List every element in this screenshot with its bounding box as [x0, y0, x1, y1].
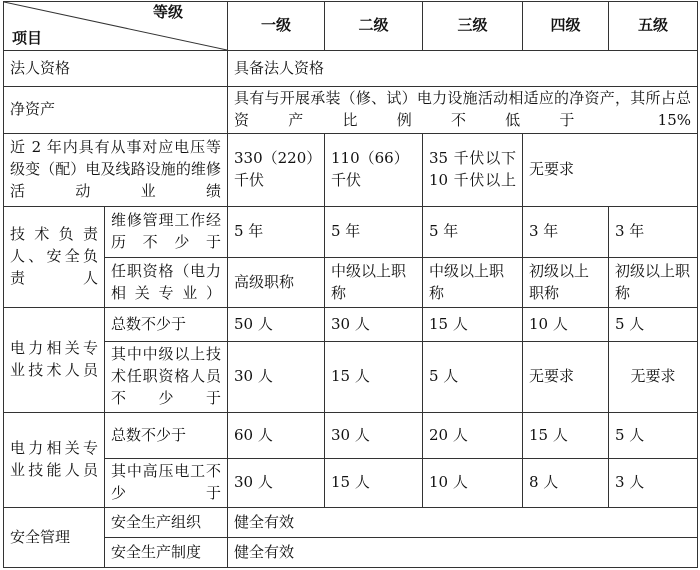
performance-grade-4-5: 无要求	[523, 134, 698, 207]
tech-total-row	[4, 308, 698, 342]
tech-staff-label: 电力相关专业技术人员	[4, 308, 105, 413]
performance-grade-2: 110（66）千伏	[325, 134, 423, 207]
tech-senior-grade-2: 15 人	[325, 342, 423, 413]
skill-staff-label: 电力相关专业技能人员	[4, 413, 105, 508]
skill-hv-grade-5: 3 人	[609, 459, 698, 508]
legal-label: 法人资格	[4, 51, 228, 87]
safety-label: 安全管理	[4, 508, 105, 568]
grade-5-header: 五级	[609, 2, 698, 51]
tech-senior-grade-1: 30 人	[228, 342, 325, 413]
experience-label: 维修管理工作经历不少于	[105, 207, 228, 258]
responsible-label: 技术负责人、安全负责人	[4, 207, 105, 308]
grade-3-header: 三级	[423, 2, 523, 51]
qualification-grade-1: 高级职称	[228, 258, 325, 308]
corner-header-cell	[4, 2, 228, 51]
tech-total-grade-2: 30 人	[325, 308, 423, 342]
qualification-grade-5: 初级以上职称	[609, 258, 698, 308]
tech-total-grade-4: 10 人	[523, 308, 609, 342]
header-row	[4, 2, 698, 51]
tech-senior-row	[4, 342, 698, 413]
safety-org-value: 健全有效	[228, 508, 698, 538]
skill-hv-grade-4: 8 人	[523, 459, 609, 508]
grade-2-header: 二级	[325, 2, 423, 51]
corner-item-label: 项目	[12, 29, 43, 48]
qualification-grade-3: 中级以上职称	[423, 258, 523, 308]
performance-row	[4, 134, 698, 207]
skill-total-grade-2: 30 人	[325, 413, 423, 459]
assets-value: 具有与开展承装（修、试）电力设施活动相适应的净资产，其所占总资产比例不低于 15%	[228, 87, 698, 134]
skill-hv-grade-3: 10 人	[423, 459, 523, 508]
corner-grade-label: 等级	[152, 3, 183, 21]
experience-grade-3: 5 年	[423, 207, 523, 258]
qualification-grade-2: 中级以上职称	[325, 258, 423, 308]
tech-total-label: 总数不少于	[105, 308, 228, 342]
experience-grade-5: 3 年	[609, 207, 698, 258]
safety-system-row	[4, 538, 698, 568]
qualification-label: 任职资格（电力相关专业）	[105, 258, 228, 308]
grade-4-header: 四级	[523, 2, 609, 51]
experience-grade-4: 3 年	[523, 207, 609, 258]
skill-hv-row	[4, 459, 698, 508]
experience-row	[4, 207, 698, 258]
safety-system-value: 健全有效	[228, 538, 698, 568]
tech-total-grade-5: 5 人	[609, 308, 698, 342]
skill-hv-label: 其中高压电工不少于	[105, 459, 228, 508]
legal-value: 具备法人资格	[228, 51, 698, 87]
tech-senior-grade-4: 无要求	[523, 342, 609, 413]
safety-org-row	[4, 508, 698, 538]
tech-senior-label: 其中中级以上技术任职资格人员不少于	[105, 342, 228, 413]
safety-system-label: 安全生产制度	[105, 538, 228, 568]
qualification-grade-4: 初级以上职称	[523, 258, 609, 308]
qualification-row	[4, 258, 698, 308]
legal-row	[4, 51, 698, 87]
grade-1-header: 一级	[228, 2, 325, 51]
tech-senior-grade-3: 5 人	[423, 342, 523, 413]
tech-senior-grade-5: 无要求	[609, 342, 698, 413]
skill-hv-grade-2: 15 人	[325, 459, 423, 508]
performance-label: 近 2 年内具有从事对应电压等级变（配）电及线路设施的维修活动业绩	[4, 134, 228, 207]
safety-org-label: 安全生产组织	[105, 508, 228, 538]
skill-total-label: 总数不少于	[105, 413, 228, 459]
qualification-table	[3, 1, 698, 568]
performance-grade-1: 330（220）千伏	[228, 134, 325, 207]
skill-hv-grade-1: 30 人	[228, 459, 325, 508]
tech-total-grade-1: 50 人	[228, 308, 325, 342]
skill-total-row	[4, 413, 698, 459]
assets-row	[4, 87, 698, 134]
skill-total-grade-1: 60 人	[228, 413, 325, 459]
skill-total-grade-3: 20 人	[423, 413, 523, 459]
performance-grade-3: 35 千伏以下 10 千伏以上	[423, 134, 523, 207]
skill-total-grade-4: 15 人	[523, 413, 609, 459]
tech-total-grade-3: 15 人	[423, 308, 523, 342]
experience-grade-2: 5 年	[325, 207, 423, 258]
skill-total-grade-5: 5 人	[609, 413, 698, 459]
assets-label: 净资产	[4, 87, 228, 134]
experience-grade-1: 5 年	[228, 207, 325, 258]
